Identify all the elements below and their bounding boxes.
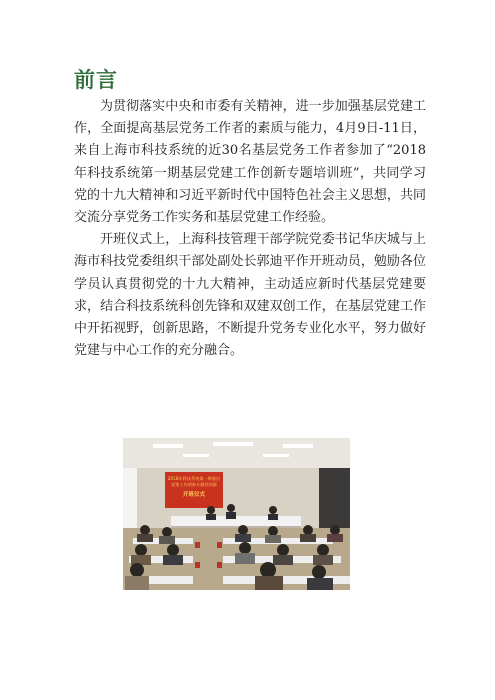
banner-line-2: 党建工作创新专题培训班 bbox=[170, 482, 218, 487]
preface-body bbox=[74, 96, 426, 362]
banner-line-1: 2018年科技系统第一期基层 bbox=[167, 476, 221, 481]
page-title: 前言 bbox=[74, 68, 118, 92]
meeting-photo-icon bbox=[123, 438, 350, 590]
banner-line-3: 开班仪式 bbox=[182, 492, 206, 498]
paragraph-2: 开班仪式上，上海科技管理干部学院党委书记华庆城与上海市科技党委组织干部处副处长郭迪平作开班动员，勉励各位学员认真贯彻党的十九大精神，主动适应新时代基层党建要求，结合科技系统科创先锋和双建双创工作，在基层党建工作中开拓视野，创新思路，不断提升党务专业化水平，努力做好党建与中心工作的充分融合。 bbox=[74, 232, 426, 359]
paragraph-1: 为贯彻落实中央和市委有关精神，进一步加强基层党建工作，全面提高基层党务工作者的素质与能力，4月9日-11日，来自上海市科技系统的近30名基层党务工作者参加了“2018年科技系统第一期基层党建工作创新专题培训班”，共同学习党的十九大精神和习近平新时代中国特色社会主义思想，共同交流分享党务工作实务和基层党建工作经验。 bbox=[74, 99, 426, 226]
